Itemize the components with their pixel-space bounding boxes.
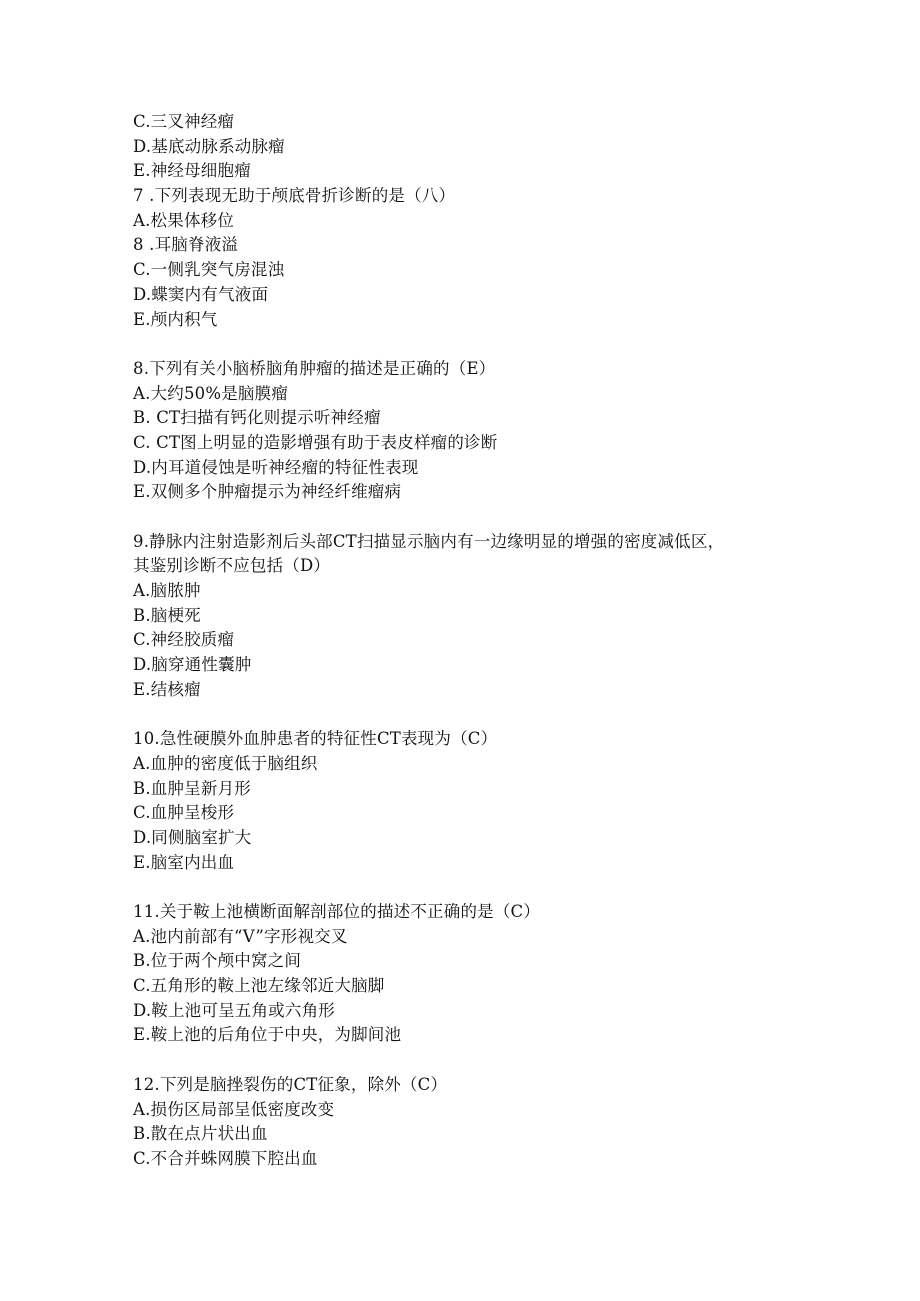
text-line: 9.静脉内注射造影剂后头部CT扫描显示脑内有一边缘明显的增强的密度减低区， (133, 531, 725, 551)
text-line: B.脑梗死 (133, 605, 201, 625)
text-line: B.血肿呈新月形 (133, 778, 251, 798)
text-line: D.内耳道侵蚀是听神经瘤的特征性表现 (133, 457, 419, 477)
text-line: D.脑穿通性囊肿 (133, 655, 252, 675)
text-line: A.损伤区局部呈低密度改变 (133, 1099, 335, 1119)
text-line: C.三叉神经瘤 (133, 112, 235, 131)
paragraph-gap (133, 505, 833, 530)
text-line: 8 .耳脑脊液溢 (133, 235, 239, 255)
text-line: B.位于两个颅中窝之间 (133, 951, 302, 971)
text-line: C.神经胶质瘤 (133, 630, 235, 650)
text-line: A.大约50%是脑膜瘤 (133, 383, 289, 403)
text-line: 12.下列是脑挫裂伤的CT征象，除外（C） (133, 1074, 448, 1094)
text-line: 其鉴别诊断不应包括（D） (133, 556, 331, 576)
paragraph-gap (133, 703, 833, 728)
text-line: 8.下列有关小脑桥脑角肿瘤的描述是正确的（E） (133, 358, 496, 378)
text-line: C.不合并蛛网膜下腔出血 (133, 1148, 318, 1168)
paragraph-gap (133, 875, 833, 900)
text-line: E.双侧多个肿瘤提示为神经纤维瘤病 (133, 482, 402, 502)
text-line: D.同侧脑室扩大 (133, 827, 252, 847)
paragraph-gap (133, 332, 833, 357)
text-line: E.颅内积气 (133, 309, 218, 329)
text-line: A.池内前部有“V”字形视交叉 (133, 926, 348, 946)
text-line: D.基底动脉系动脉瘤 (133, 136, 285, 156)
text-line: B. CT扫描有钙化则提示听神经瘤 (133, 408, 381, 428)
text-line: A.血肿的密度低于脑组织 (133, 753, 318, 773)
text-line: B.散在点片状出血 (133, 1124, 268, 1144)
text-line: E.神经母细胞瘤 (133, 161, 251, 181)
text-line: C.血肿呈梭形 (133, 803, 235, 823)
text-line: E.结核瘤 (133, 679, 201, 699)
text-line: C.五角形的鞍上池左缘邻近大脑脚 (133, 976, 385, 996)
text-line: E.脑室内出血 (133, 852, 235, 872)
text-line: C.一侧乳突气房混浊 (133, 260, 285, 280)
text-line: A.松果体移位 (133, 210, 235, 230)
text-line: 11.关于鞍上池横断面解剖部位的描述不正确的是（C） (133, 902, 541, 921)
text-line: E.鞍上池的后角位于中央，为脚间池 (133, 1025, 402, 1045)
text-line: D.鞍上池可呈五角或六角形 (133, 1000, 335, 1020)
text-line: 10.急性硬膜外血肿患者的特征性CT表现为（C） (133, 729, 498, 749)
document-body (133, 110, 833, 1172)
text-line: 7 .下列表现无助于颅底骨折诊断的是（八） (133, 186, 456, 206)
text-line: A.脑脓肿 (133, 581, 201, 601)
paragraph-gap (133, 1048, 833, 1073)
text-line: C. CT图上明显的造影增强有助于表皮样瘤的诊断 (133, 432, 498, 452)
text-line: D.蝶窦内有气液面 (133, 284, 269, 304)
